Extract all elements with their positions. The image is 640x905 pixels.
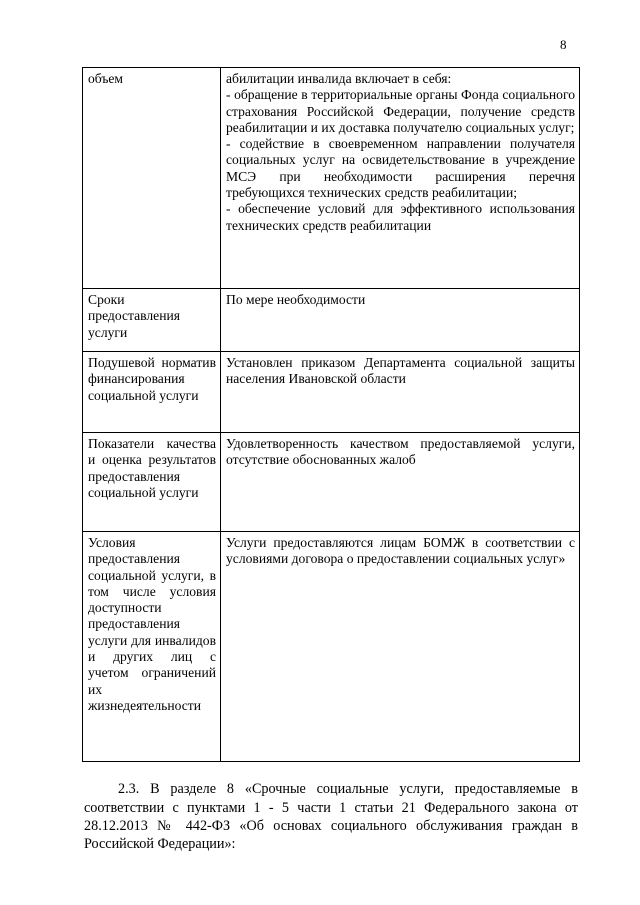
table-row-volume [83, 68, 580, 289]
service-description-table [82, 67, 580, 762]
value-line: - обращение в территориальные органы Фонда социального страхования Российской Федерации, получение средств реабилитации и их доставка получателю социальных услуг; [226, 87, 575, 135]
row-value: По мере необходимости [221, 289, 580, 352]
value-line: абилитации инвалида включает в себя: [226, 71, 452, 86]
row-value: Установлен приказом Департамента социальной защиты населения Ивановской области [221, 352, 580, 433]
row-label: объем [83, 68, 221, 289]
row-value: Удовлетворенность качеством предоставляемой услуги, отсутствие обоснованных жалоб [221, 433, 580, 532]
section-amendment-paragraph: 2.3. В разделе 8 «Срочные социальные услуги, предоставляемые в соответствии с пунктами 1 - 5 части 1 статьи 21 Федерального закона от 28.12.2013 № 442-ФЗ «Об основах социального обслуживания граждан в Российской Федерации»: [84, 781, 578, 853]
value-line: - содействие в своевременном направлении получателя социальных услуг на освидетельствование в учреждение МСЭ при необходимости расширения перечня требующихся технических средств реабилитации; [226, 136, 575, 201]
table-row-financing [83, 352, 580, 433]
page-number: 8 [560, 37, 567, 52]
table-row-terms [83, 289, 580, 352]
value-line: - обеспечение условий для эффективного использования технических средств реабилитации [226, 201, 575, 233]
row-value: Услуги предоставляются лицам БОМЖ в соответствии с условиями договора о предоставлении социальных услуг» [221, 532, 580, 762]
row-label: Подушевой норматив финансирования социальной услуги [83, 352, 221, 433]
row-value [221, 68, 580, 289]
row-label: Сроки предоставления услуги [83, 289, 221, 352]
table-row-quality [83, 433, 580, 532]
row-label: Условия предоставления социальной услуги, в том числе условия доступности предоставления услуги для инвалидов и других лиц с учетом ограничений их жизнедеятельности [83, 532, 221, 762]
row-label: Показатели качества и оценка результатов предоставления социальной услуги [83, 433, 221, 532]
table-row-conditions [83, 532, 580, 762]
